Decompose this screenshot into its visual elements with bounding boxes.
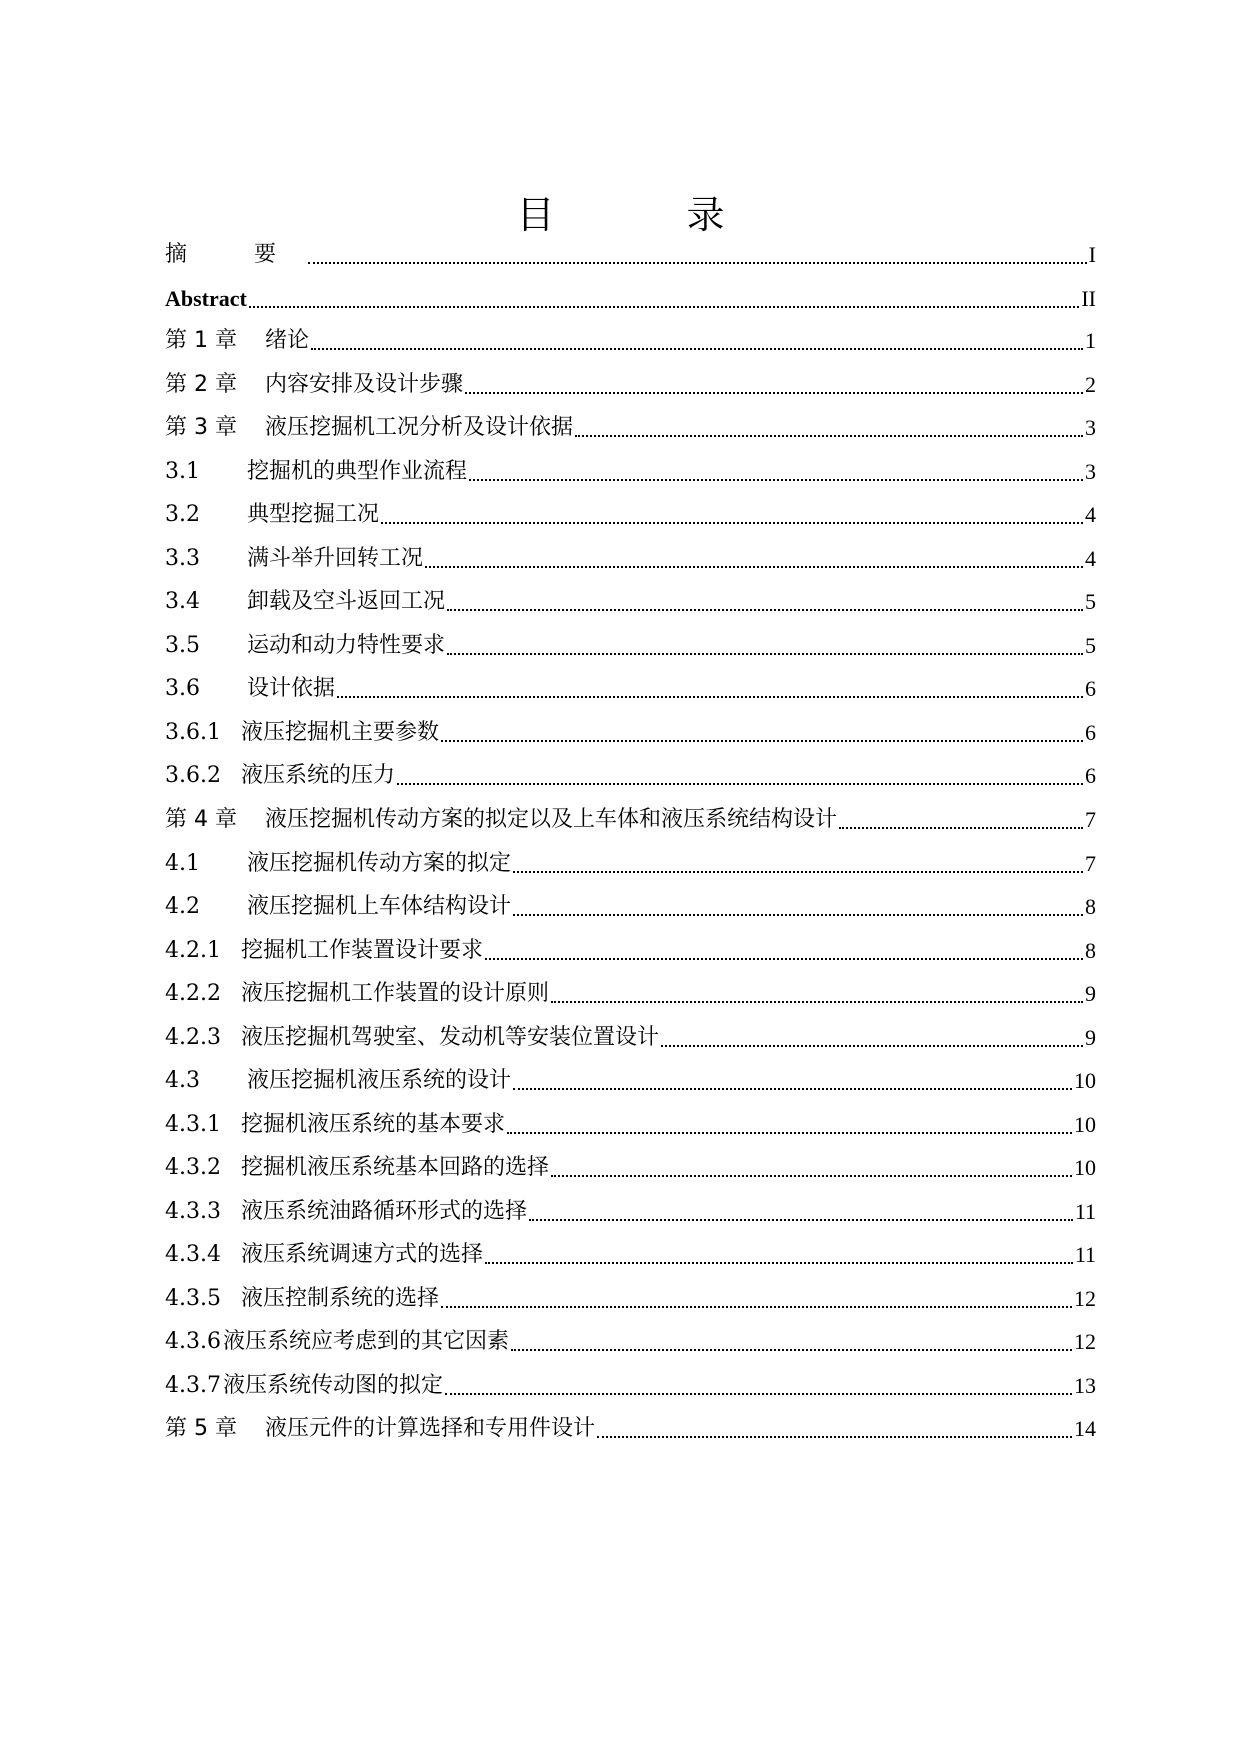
dot-leader xyxy=(249,306,1079,308)
toc-entry-chapter-2[interactable] xyxy=(165,369,1096,401)
toc-entry-chapter-1[interactable] xyxy=(165,325,1096,357)
dot-leader xyxy=(337,696,1083,698)
dot-leader xyxy=(485,1262,1073,1264)
toc-entry-section-4-3-3[interactable] xyxy=(165,1196,1096,1228)
toc-entry-number: 第 5 章 xyxy=(165,1416,237,1441)
toc-entry-number: 4.3.2 xyxy=(165,1155,221,1180)
toc-entry-number: 4.3.3 xyxy=(165,1199,221,1224)
dot-leader xyxy=(551,1175,1072,1177)
toc-entry-label: 液压元件的计算选择和专用件设计 xyxy=(265,1416,596,1441)
toc-entry-label: 液压控制系统的选择 xyxy=(241,1286,440,1311)
toc-entry-page: 13 xyxy=(1074,1373,1096,1398)
toc-entry-section-3-6-2[interactable] xyxy=(165,760,1096,792)
toc-entry-number: 第 3 章 xyxy=(165,415,237,440)
dot-leader xyxy=(839,827,1083,829)
toc-entry-page: 8 xyxy=(1085,894,1096,919)
toc-entry-label: 绪论 xyxy=(265,328,310,353)
toc-entry-page: 3 xyxy=(1085,459,1096,484)
toc-entry-number: 3.3 xyxy=(165,546,200,571)
toc-entry-page: 3 xyxy=(1085,415,1096,440)
toc-entry-label: 设计依据 xyxy=(247,676,336,701)
toc-entry-page: 4 xyxy=(1085,502,1096,527)
toc-entry-label: Abstract xyxy=(165,286,247,311)
toc-entry-section-4-2[interactable] xyxy=(165,891,1096,923)
toc-entry-section-4-3-4[interactable] xyxy=(165,1239,1096,1271)
dot-leader xyxy=(575,435,1083,437)
toc-entry-section-3-2[interactable] xyxy=(165,499,1096,531)
toc-entry-label: 液压挖掘机上车体结构设计 xyxy=(247,894,512,919)
dot-leader xyxy=(661,1045,1083,1047)
toc-entry-number: 3.6.2 xyxy=(165,763,221,788)
dot-leader xyxy=(425,566,1083,568)
dot-leader xyxy=(513,914,1083,916)
toc-entry-page: 5 xyxy=(1085,589,1096,614)
toc-entry-label: 卸载及空斗返回工况 xyxy=(247,589,446,614)
toc-title: 目 录 xyxy=(516,193,785,237)
toc-entry-label: 运动和动力特性要求 xyxy=(247,633,446,658)
toc-entry-label: 液压挖掘机液压系统的设计 xyxy=(247,1068,512,1093)
toc-entry-section-4-2-3[interactable] xyxy=(165,1022,1096,1054)
dot-leader xyxy=(447,609,1083,611)
toc-entry-section-3-6-1[interactable] xyxy=(165,717,1096,749)
dot-leader xyxy=(513,1088,1072,1090)
toc-entry-number: 第 4 章 xyxy=(165,807,237,832)
toc-entry-section-4-2-2[interactable] xyxy=(165,978,1096,1010)
toc-entry-number: 3.6 xyxy=(165,676,200,701)
toc-entry-page: 6 xyxy=(1085,763,1096,788)
toc-entry-number: 4.2 xyxy=(165,894,200,919)
toc-entry-page: 7 xyxy=(1085,851,1096,876)
toc-entry-label: 液压系统传动图的拟定 xyxy=(223,1373,444,1398)
toc-entry-number: 4.2.3 xyxy=(165,1025,221,1050)
toc-entry-label: 挖掘机工作装置设计要求 xyxy=(241,938,484,963)
dot-leader xyxy=(529,1219,1073,1221)
toc-entry-page: 14 xyxy=(1074,1416,1096,1441)
toc-entry-label: 典型挖掘工况 xyxy=(247,502,380,527)
toc-entry-page: 11 xyxy=(1074,1199,1096,1224)
toc-entry-number: 4.1 xyxy=(165,851,200,876)
dot-leader xyxy=(397,783,1083,785)
dot-leader xyxy=(597,1436,1072,1438)
toc-entry-section-3-3[interactable] xyxy=(165,543,1096,575)
dot-leader xyxy=(485,958,1083,960)
toc-entry-section-4-3-7[interactable] xyxy=(165,1370,1096,1402)
toc-entry-number: 4.2.1 xyxy=(165,938,221,963)
toc-entry-label: 挖掘机的典型作业流程 xyxy=(247,459,468,484)
dot-leader xyxy=(308,262,1087,264)
toc-entry-page: 12 xyxy=(1074,1329,1096,1354)
toc-entry-label: 液压系统油路循环形式的选择 xyxy=(241,1199,528,1224)
toc-entry-label: 液压挖掘机工作装置的设计原则 xyxy=(241,981,550,1006)
toc-entry-page: 8 xyxy=(1085,938,1096,963)
toc-entry-section-4-3-2[interactable] xyxy=(165,1152,1096,1184)
toc-entry-section-3-1[interactable] xyxy=(165,456,1096,488)
dot-leader xyxy=(445,1393,1072,1395)
toc-entry-section-4-3-6[interactable] xyxy=(165,1326,1096,1358)
toc-entry-label: 摘 要 xyxy=(165,242,306,267)
dot-leader xyxy=(311,348,1083,350)
toc-entry-number: 3.4 xyxy=(165,589,200,614)
toc-entry-number: 第 1 章 xyxy=(165,328,237,353)
toc-entry-number: 4.3.1 xyxy=(165,1112,221,1137)
dot-leader xyxy=(513,871,1083,873)
toc-entry-number: 4.2.2 xyxy=(165,981,221,1006)
toc-entry-number: 4.3.6 xyxy=(165,1329,221,1354)
dot-leader xyxy=(551,1001,1083,1003)
toc-entry-page: 9 xyxy=(1085,981,1096,1006)
dot-leader xyxy=(507,1132,1072,1134)
toc-entry-label: 液压挖掘机传动方案的拟定 xyxy=(247,851,512,876)
toc-entry-section-4-1[interactable] xyxy=(165,848,1096,880)
toc-entry-section-4-2-1[interactable] xyxy=(165,935,1096,967)
toc-entry-page: 7 xyxy=(1085,807,1096,832)
toc-entry-number: 4.3.5 xyxy=(165,1286,221,1311)
toc-entry-chapter-5[interactable] xyxy=(165,1413,1096,1445)
dot-leader xyxy=(441,740,1083,742)
toc-entry-number: 第 2 章 xyxy=(165,372,237,397)
toc-entry-chapter-4[interactable] xyxy=(165,804,1096,836)
dot-leader xyxy=(381,522,1083,524)
toc-entry-number: 3.2 xyxy=(165,502,200,527)
toc-entry-section-3-4[interactable] xyxy=(165,586,1096,618)
toc-entry-page: 6 xyxy=(1085,720,1096,745)
dot-leader xyxy=(465,392,1083,394)
toc-entry-page: 1 xyxy=(1085,328,1096,353)
toc-entry-label: 液压挖掘机工况分析及设计依据 xyxy=(265,415,574,440)
dot-leader xyxy=(441,1306,1072,1308)
toc-entry-number: 4.3 xyxy=(165,1068,200,1093)
toc-entry-label: 挖掘机液压系统基本回路的选择 xyxy=(241,1155,550,1180)
toc-entry-page: 10 xyxy=(1074,1068,1096,1093)
toc-entry-number: 3.1 xyxy=(165,459,200,484)
toc-entry-page: 2 xyxy=(1085,372,1096,397)
toc-entry-label: 液压挖掘机主要参数 xyxy=(241,720,440,745)
toc-entry-label: 液压系统调速方式的选择 xyxy=(241,1242,484,1267)
toc-entry-section-3-6[interactable] xyxy=(165,673,1096,705)
toc-entry-label: 满斗举升回转工况 xyxy=(247,546,424,571)
toc-entry-label: 液压系统的压力 xyxy=(241,763,396,788)
toc-entry-label: 液压系统应考虑到的其它因素 xyxy=(223,1329,510,1354)
toc-entry-label: 液压挖掘机传动方案的拟定以及上车体和液压系统结构设计 xyxy=(265,807,838,832)
toc-entry-page: I xyxy=(1088,242,1096,267)
toc-entry-label: 内容安排及设计步骤 xyxy=(265,372,464,397)
toc-entry-section-4-3[interactable] xyxy=(165,1065,1096,1097)
toc-entry-section-4-3-1[interactable] xyxy=(165,1109,1096,1141)
toc-entry-label: 液压挖掘机驾驶室、发动机等安装位置设计 xyxy=(241,1025,660,1050)
dot-leader xyxy=(447,653,1083,655)
dot-leader xyxy=(511,1349,1072,1351)
toc-entry-number: 4.3.7 xyxy=(165,1373,221,1398)
toc-entry-page: 6 xyxy=(1085,676,1096,701)
toc-entry-page: 11 xyxy=(1074,1242,1096,1267)
dot-leader xyxy=(469,479,1083,481)
toc-entry-chapter-3[interactable] xyxy=(165,412,1096,444)
toc-entry-abstract-en[interactable] xyxy=(165,283,1096,315)
toc-entry-page: 10 xyxy=(1074,1155,1096,1180)
toc-entry-page: 10 xyxy=(1074,1112,1096,1137)
toc-entry-page: 9 xyxy=(1085,1025,1096,1050)
toc-entry-abstract-cn[interactable] xyxy=(165,239,1096,271)
toc-entry-label: 挖掘机液压系统的基本要求 xyxy=(241,1112,506,1137)
toc-entry-page: 5 xyxy=(1085,633,1096,658)
toc-entry-section-3-5[interactable] xyxy=(165,630,1096,662)
toc-entry-page: 4 xyxy=(1085,546,1096,571)
toc-entry-page: 12 xyxy=(1074,1286,1096,1311)
toc-entry-page: II xyxy=(1081,286,1096,311)
toc-entry-section-4-3-5[interactable] xyxy=(165,1283,1096,1315)
toc-entry-number: 3.6.1 xyxy=(165,720,221,745)
toc-entry-number: 3.5 xyxy=(165,633,200,658)
toc-entry-number: 4.3.4 xyxy=(165,1242,221,1267)
